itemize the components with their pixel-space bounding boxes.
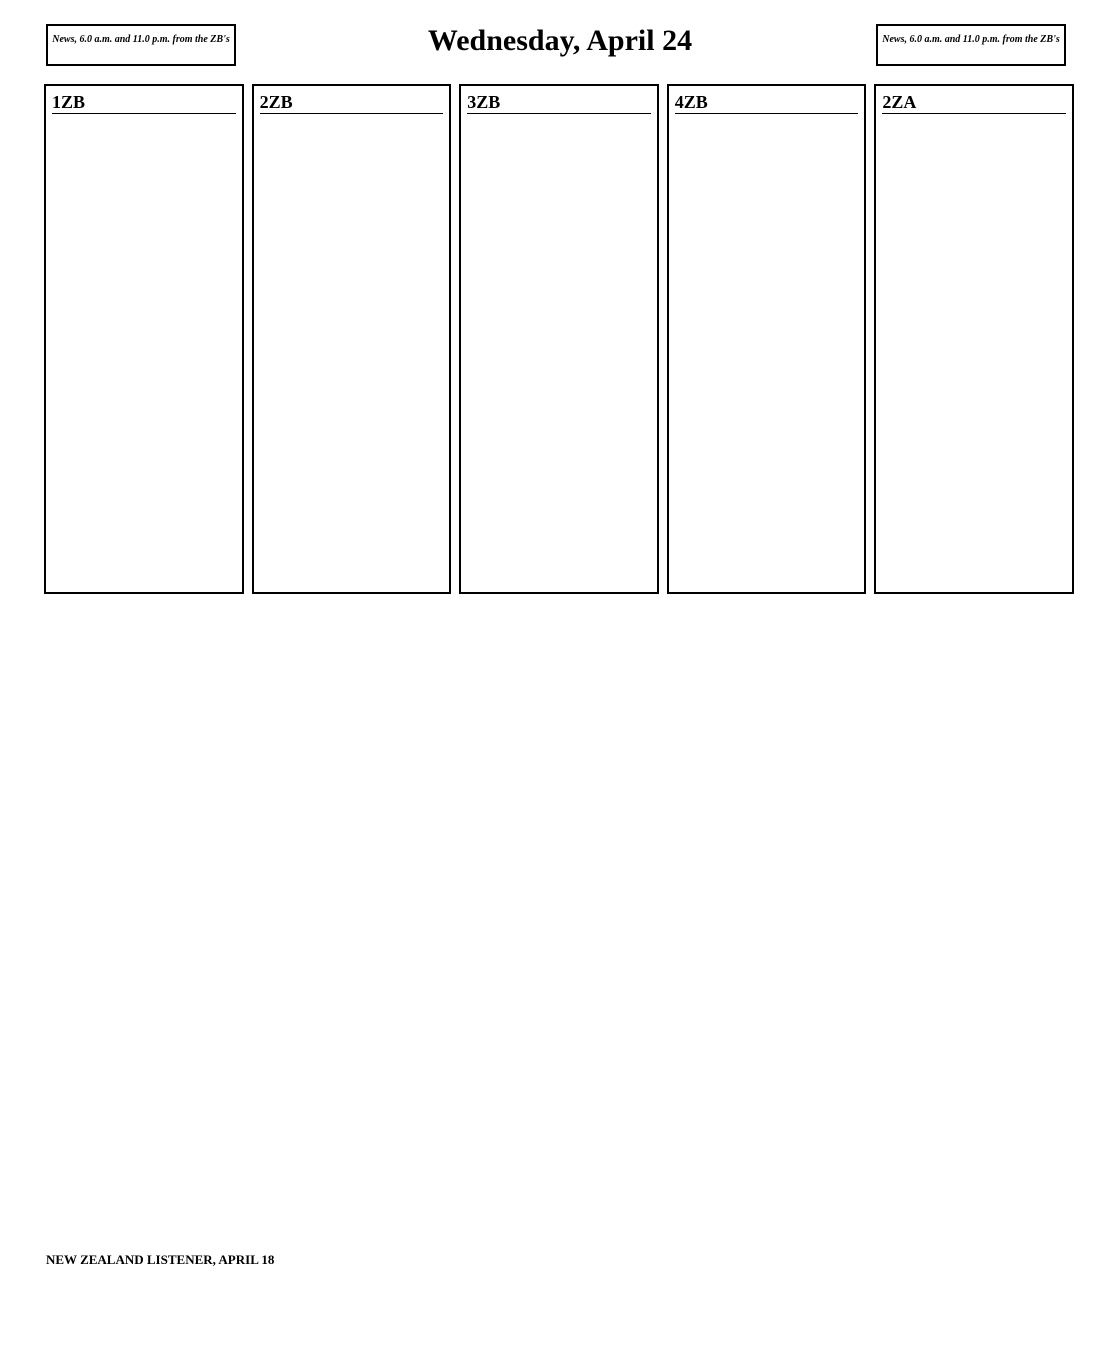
news-note-left: News, 6.0 a.m. and 11.0 p.m. from the ZB's (46, 24, 236, 66)
station-name: 2ZB (260, 92, 444, 114)
station-column (874, 84, 1074, 594)
station-column (667, 84, 867, 594)
station-name: 2ZA (882, 92, 1066, 114)
station-column (459, 84, 659, 594)
station-name: 4ZB (675, 92, 859, 114)
station-grid (44, 84, 1074, 594)
page-footer: NEW ZEALAND LISTENER, APRIL 18 (46, 1252, 275, 1267)
station-column (44, 84, 244, 594)
page-title: Wednesday, April 24 (427, 24, 693, 57)
station-name: 1ZB (52, 92, 236, 114)
station-name: 3ZB (467, 92, 651, 114)
station-column (252, 84, 452, 594)
news-note-right: News, 6.0 a.m. and 11.0 p.m. from the ZB's (876, 24, 1066, 66)
